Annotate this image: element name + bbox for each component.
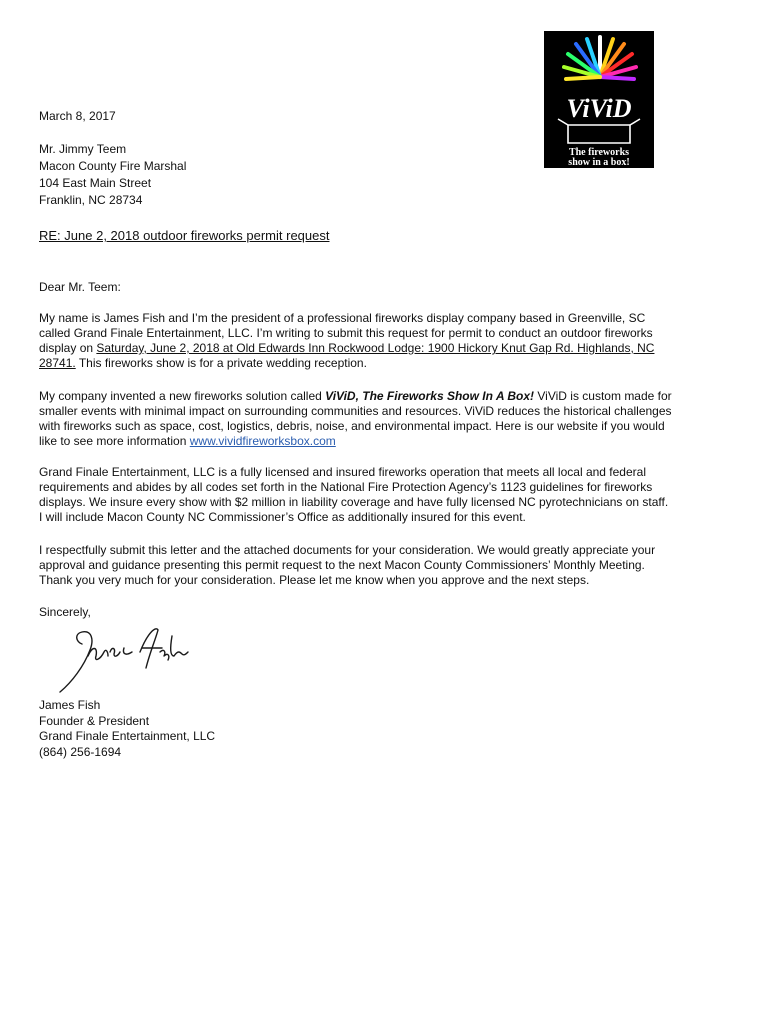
- product-name: ViViD, The Fireworks Show In A Box!: [325, 389, 535, 403]
- recipient-address: [39, 141, 711, 209]
- sender-name: James Fish: [39, 698, 101, 712]
- recipient-street: 104 East Main Street: [39, 176, 152, 190]
- letter-date: March 8, 2017: [39, 109, 116, 123]
- logo-brand: ViViD: [566, 94, 632, 123]
- paragraph-2: My company invented a new fireworks solution called ViViD, The Fireworks Show In A Box! ViViD is custom made for smaller events with minimal impact on surrounding communities and resources. ViViD reduces the historical challenges with fireworks such as space, cost, logistics, debris, noise, and environmental impact. Here is our website if you would like to see more information www.vividfireworksbox.com: [39, 389, 672, 448]
- sender-block: [39, 698, 711, 760]
- paragraph-1: My name is James Fish and I’m the president of a professional fireworks display company based in Greenville, SC called Grand Finale Entertainment, LLC. I’m writing to submit this request for permit to conduct an outdoor fireworks display on Saturday, June 2, 2018 at Old Edwards Inn Rockwood Lodge: 1900 Hickory Knut Gap Rd. Highlands, NC 28741. This fireworks show is for a private wedding reception.: [39, 311, 655, 370]
- recipient-city: Franklin, NC 28734: [39, 193, 143, 207]
- salutation: Dear Mr. Teem:: [39, 280, 121, 294]
- event-location: Saturday, June 2, 2018 at Old Edwards Inn Rockwood Lodge: 1900 Hickory Knut Gap Rd. Highlands, NC: [96, 341, 655, 355]
- logo-tagline-line2: show in a box!: [568, 157, 630, 168]
- subject-line: RE: June 2, 2018 outdoor fireworks permit request: [39, 228, 330, 243]
- logo-tagline-line1: The fireworks: [568, 147, 630, 158]
- sender-company: Grand Finale Entertainment, LLC: [39, 729, 216, 743]
- sender-phone: (864) 256-1694: [39, 744, 122, 759]
- website-link[interactable]: www.vividfireworksbox.com: [189, 434, 336, 448]
- sender-title: Founder & President: [39, 713, 150, 728]
- closing: Sincerely,: [39, 605, 91, 619]
- paragraph-3: Grand Finale Entertainment, LLC is a fully licensed and insured fireworks operation that meets all local and federal requirements and abides by all codes set forth in the National Fire Protection Agency’s 1123 guidelines for fireworks displays. We insure every show with $2 million in liability coverage and have fully licensed NC pyrotechnicians on staff. I will include Macon County NC Commissioner’s Office as additionally insured for this event.: [39, 465, 669, 524]
- handwritten-signature: [52, 622, 200, 696]
- recipient-title: Macon County Fire Marshal: [39, 159, 187, 173]
- recipient-name: Mr. Jimmy Teem: [39, 142, 127, 156]
- paragraph-4: I respectfully submit this letter and the attached documents for your consideration. We would greatly appreciate your approval and guidance presenting this permit request to the next Macon County Commissioners’ Monthly Meeting. Thank you very much for your consideration. Please let me know when you approve and the next steps.: [39, 543, 656, 587]
